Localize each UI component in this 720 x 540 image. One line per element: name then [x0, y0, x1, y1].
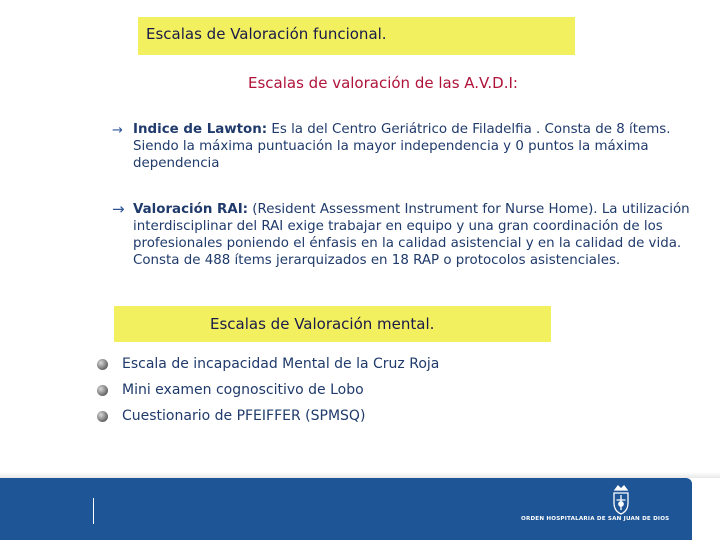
list-item-label: Mini examen cognoscitivo de Lobo [122, 382, 364, 398]
rai-paragraph [133, 201, 693, 269]
gray-sphere-bullet-icon [97, 385, 108, 396]
right-arrow-icon: → [112, 200, 125, 218]
footer-divider [93, 498, 94, 524]
lawton-description: Es la del Centro Geriátrico de Filadelfia . Consta de 8 ítems. Siendo la máxima puntuación la mayor independencia y 0 puntos la máxima dependencia [133, 122, 671, 171]
section-subtitle: Escalas de valoración de las A.V.D.I: [248, 74, 518, 92]
gray-sphere-bullet-icon [97, 411, 108, 422]
rai-term: Valoración RAI: [133, 202, 249, 217]
rai-description: (Resident Assessment Instrument for Nurse Home). La utilización interdisciplinar del RAI exige trabajar en equipo y una gran coordinación de los profesionales poniendo el énfasis en la calidad asistencial y en la calidad de vida. Consta de 488 ítems jerarquizados en 18 RAP o protocolos asistenciales. [133, 202, 690, 268]
footer-organization: ORDEN HOSPITALARIA DE SAN JUAN DE DIOS [521, 516, 670, 522]
footer-bar [0, 478, 692, 540]
list-item-label: Cuestionario de PFEIFFER (SPMSQ) [122, 408, 366, 424]
slide-title: Escalas de Valoración funcional. [146, 25, 387, 43]
gray-sphere-bullet-icon [97, 359, 108, 370]
title-box [138, 17, 575, 55]
order-crest-icon [606, 484, 636, 516]
mental-heading-box [114, 306, 551, 342]
right-arrow-icon: → [112, 123, 123, 138]
list-item-label: Escala de incapacidad Mental de la Cruz Roja [122, 356, 440, 372]
lawton-paragraph [133, 121, 693, 172]
mental-heading: Escalas de Valoración mental. [210, 315, 435, 333]
lawton-term: Indice de Lawton: [133, 122, 268, 137]
